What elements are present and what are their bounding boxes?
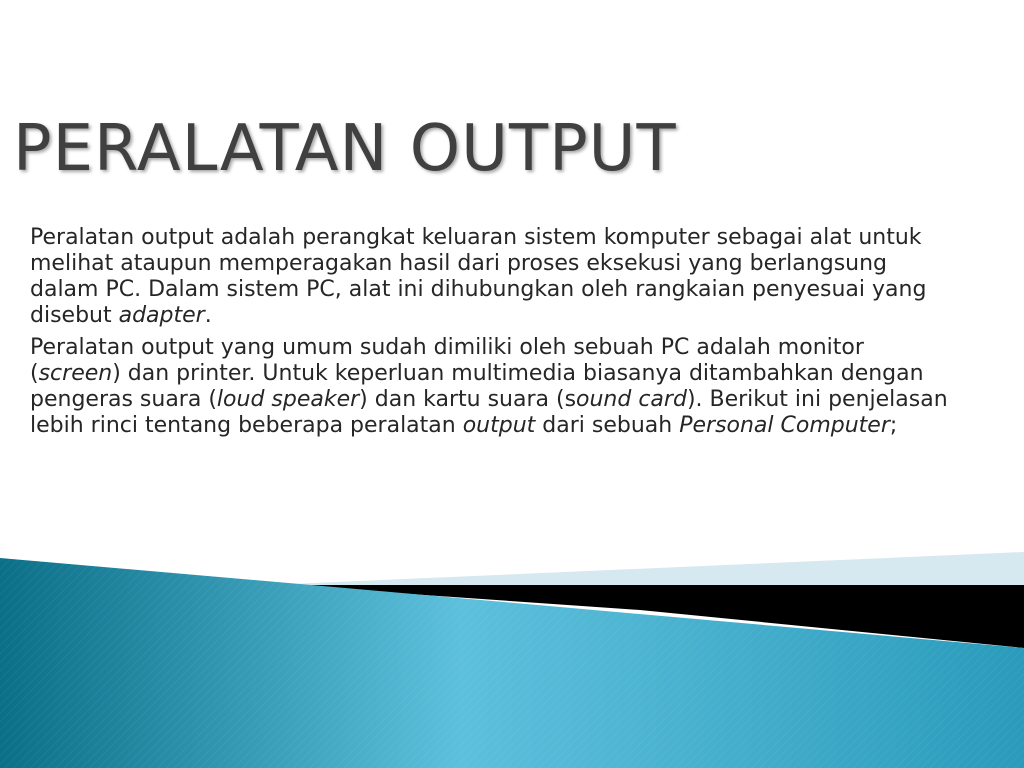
paragraph-2-text-a: Peralatan output yang umum sudah dimiliki oleh sebuah PC adalah monitor ( bbox=[30, 335, 864, 386]
term-sound-card: ound card bbox=[576, 387, 687, 412]
term-personal-computer: Personal Computer bbox=[679, 413, 890, 438]
paragraph-2-text-f: ; bbox=[889, 413, 898, 438]
paragraph-1-text-a: Peralatan output adalah perangkat keluaran sistem komputer sebagai alat untuk melihat ataupun memperagakan hasil dari proses eksekusi yang berlangsung dalam PC. Dalam sistem PC, alat ini dihubungkan oleh rangkaian penyesuai yang disebut bbox=[30, 225, 927, 328]
slide-title: PERALATAN OUTPUT bbox=[13, 112, 677, 186]
paragraph-2-text-b: ) dan printer. Untuk keperluan multimedia biasanya ditambahkan dengan pengeras suara ( bbox=[30, 361, 924, 412]
paragraph-2-text-c: ) dan kartu suara (s bbox=[359, 387, 577, 412]
term-screen: screen bbox=[38, 361, 113, 386]
term-adapter: adapter bbox=[118, 303, 205, 328]
paragraph-1-text-b: . bbox=[204, 303, 212, 328]
wave-pale-band bbox=[290, 552, 1024, 590]
term-loud-speaker: loud speaker bbox=[216, 387, 360, 412]
paragraph-2-text-d: ). Berikut ini penjelasan lebih rinci tentang beberapa peralatan bbox=[30, 387, 948, 438]
term-output: output bbox=[462, 413, 536, 438]
paragraph-2-text-e: dari sebuah bbox=[535, 413, 680, 438]
